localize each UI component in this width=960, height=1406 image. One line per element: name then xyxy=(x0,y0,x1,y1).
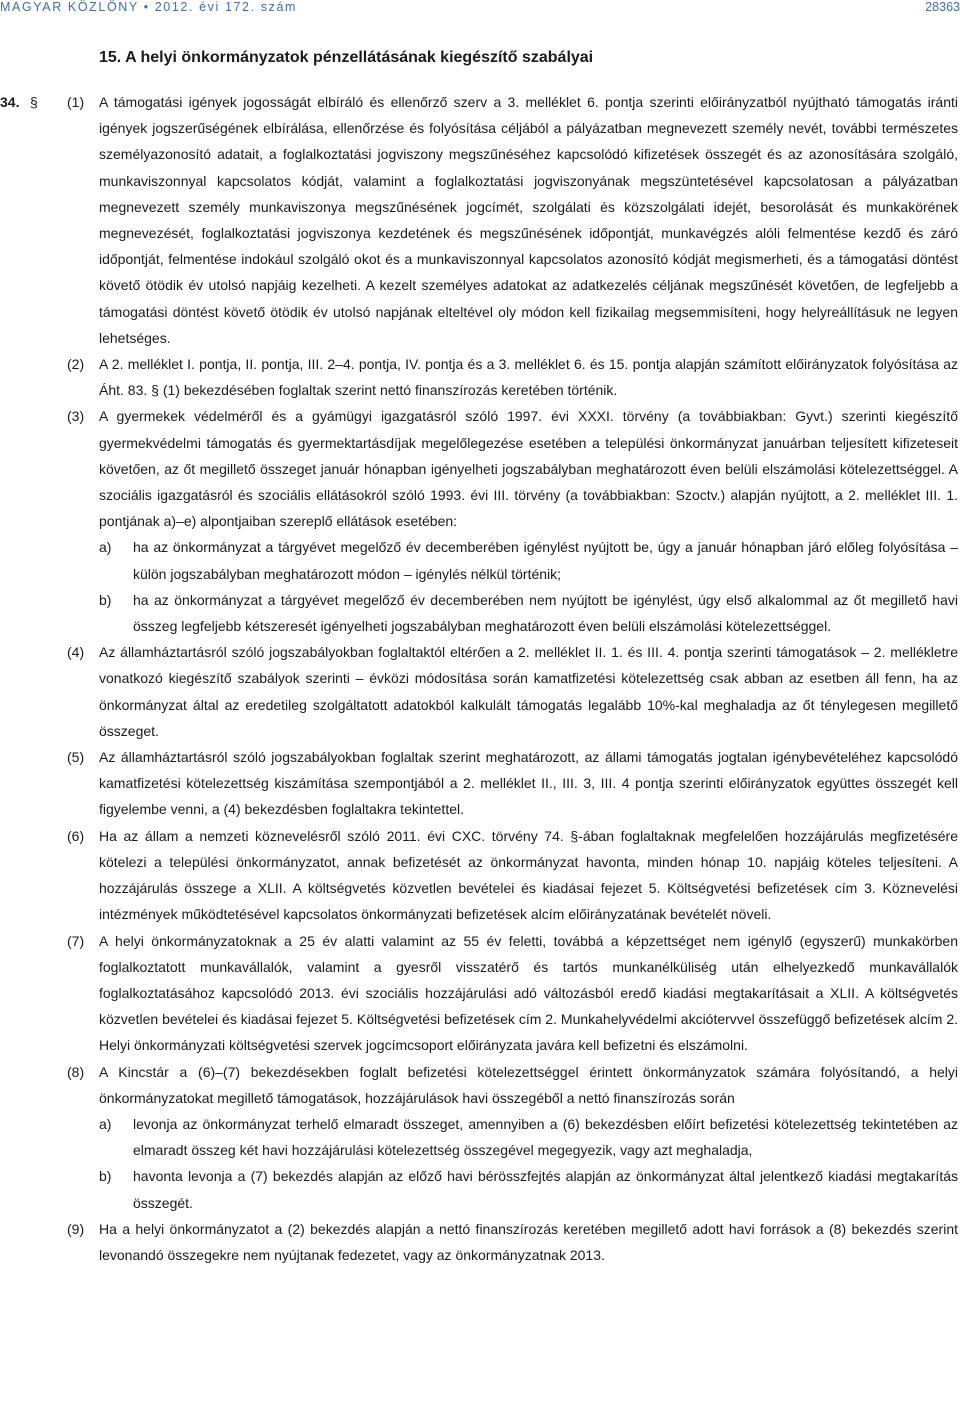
paragraph-2 xyxy=(0,351,960,403)
paragraph-text: A 2. melléklet I. pontja, II. pontja, III. 2–4. pontja, IV. pontja és a 3. melléklet 6. és 15. pontja alapján számított előirányzatok folyósítása az Áht. 83. § (1) bekezdésében foglaltak szerint nettó finanszírozás keretében történik. xyxy=(99,356,958,399)
paragraph-number: (3) xyxy=(67,408,85,425)
paragraph-text: Ha az állam a nemzeti köznevelésről szóló 2011. évi CXC. törvény 74. §-ában foglaltaknak megfelelően hozzájárulás megfizetésére kötelezi a települési önkormányzatot, annak befizetését az önkormányzat havonta, minden hónap 10. napjáig köteles teljesíteni. A hozzájárulás összege a XLII. A költségvetés közvetlen bevételei és kiadásai fejezet 5. Költségvetési befizetések cím 3. Köznevelési intézmények működtetésével kapcsolatos önkormányzati befizetések alcím előirányzatának bevételét növeli. xyxy=(99,827,958,923)
list-item xyxy=(0,1111,960,1163)
item-text: ha az önkormányzat a tárgyévet megelőző év decemberében igénylést nyújtott be, úgy a január hónapban járó előleg folyósítása – külön jogszabályban meghatározott módon – igénylés nélkül történik; xyxy=(133,539,958,582)
item-letter: a) xyxy=(99,1115,112,1132)
paragraph-number: (8) xyxy=(67,1063,85,1080)
paragraph-text: A gyermekek védelméről és a gyámügyi igazgatásról szóló 1997. évi XXXI. törvény (a továbbiakban: Gyvt.) szerinti kiegészítő gyermekvédelmi támogatás és gyermektartásdíjak megelőlegezése esetében a települési önkormányzat januárban teljesített kifizeteseit követően, az őt megillető összeget január hónapban igényelheti jogszabályban meghatározott éven belüli elszámolási kötelezettséggel. A szociális igazgatásról és szociális ellátásokról szóló 1993. évi III. törvény (a továbbiakban: Szoctv.) alapján nyújtott, a 2. melléklet III. 1. pontjának a)–e) alpontjaiban szereplő ellátások esetében: xyxy=(99,408,958,530)
paragraph-text: Az államháztartásról szóló jogszabályokban foglaltaktól eltérően a 2. melléklet II. 1. és III. 4. pontja szerinti támogatások – 2. mellékletre vonatkozó kiegészítő szabályok szerinti – évközi módosítása során kamatfizetési kötelezettség csak abban az esetben áll fenn, ha az önkormányzat által az eredetileg szolgáltatott adatokból kalkulált támogatás legalább 10%-kal meghaladja az őt ténylegesen megillető összeget. xyxy=(99,644,958,739)
list-item xyxy=(0,1163,960,1215)
item-letter: b) xyxy=(99,1168,112,1185)
paragraph-number: (1) xyxy=(67,94,85,110)
paragraph-1 xyxy=(0,89,960,351)
paragraph-9 xyxy=(0,1216,960,1268)
paragraph-number: (2) xyxy=(67,356,85,373)
section-title: 15. A helyi önkormányzatok pénzellátásának kiegészítő szabályai xyxy=(99,49,594,66)
list-item xyxy=(0,587,960,639)
paragraph-3 xyxy=(0,403,960,534)
paragraph-text: A támogatási igények jogosságát elbíráló és ellenőrző szerv a 3. melléklet 6. pontja szerinti előirányzatból nyújtható támogatás iránti igények jogszerűségének elbírálása, ellenőrzése és folyósítása céljából a pályázatban megnevezett személy nevét, további természetes személyazonosító adatait, a foglalkoztatási jogviszony megszűnéséhez kapcsolódó kifizetések összegét és az azonosítására szolgáló, munkaviszonnyal kapcsolatos kódját, valamint a foglalkoztatási jogviszonyának megszüntetésével kapcsolatosan a pályázatban megnevezett személy munkaviszonya megszűnésének jogcímét, szolgálati és közszolgálati idejét, besorolását és munkakörének megnevezését, foglalkoztatási jogviszonya kezdetének és megszűnésének időpontját, munkavégzés alóli felmentése kezdő és záró időpontját, felmentése indokául szolgáló okot és a munkaviszonnyal kapcsolatos azonosító kódját megismerheti, és a támogatási döntést követő ötödik év utolsó napjáig kezelheti. A kezelt személyes adatokat az adatkezelés céljának megszűnését követően, de legfeljebb a támogatási döntést követő ötödik év utolsó napjának elteltével oly módon kell fizikailag megsemmisíteni, hogy helyreállításuk ne legyen lehetséges. xyxy=(99,94,958,346)
paragraph-number: (4) xyxy=(67,644,85,661)
section-number: 34. xyxy=(0,94,20,110)
journal-title: MAGYAR KÖZLÖNY • 2012. évi 172. szám xyxy=(0,0,298,14)
running-header xyxy=(0,0,960,14)
item-text: ha az önkormányzat a tárgyévet megelőző év decemberében nem nyújtott be igénylést, úgy első alkalommal az őt megillető havi összeg legfeljebb kétszeresét igényelheti jogszabályban meghatározott éven belüli elszámolási kötelezettséggel. xyxy=(133,591,958,635)
paragraph-text: A helyi önkormányzatoknak a 25 év alatti valamint az 55 év feletti, továbbá a képzettséget nem igénylő (egyszerű) munkakörben foglalkoztatott munkavállalók, valamint a gyesről visszatérő és tartós munkanélküliség után elhelyezkedő munkavállalók foglalkoztatásához kapcsolódó 2013. évi szociális hozzájárulási adó változásból eredő kiadási megtakarításait a XLII. A költségvetés közvetlen bevételei és kiadásai fejezet 5. Költségvetési befizetések cím 2. Munkahelyvédelmi akciótervvel összefüggő befizetések alcím 2. Helyi önkormányzati költségvetési szervek jogcímcsoport előirányzata javára kell befizetni és elszámolni. xyxy=(99,932,958,1054)
item-letter: b) xyxy=(99,591,112,608)
list-item xyxy=(0,534,960,586)
paragraph-4 xyxy=(0,639,960,744)
paragraph-text: A Kincstár a (6)–(7) bekezdésekben foglalt befizetési kötelezettséggel érintett önkormányzatok számára folyósítandó, a helyi önkormányzatokat megillető támogatások, hozzájárulások havi összegéből a nettó finanszírozás során xyxy=(99,1063,958,1106)
section-sign: § xyxy=(30,94,38,110)
document-body xyxy=(0,89,960,1268)
item-text: levonja az önkormányzat terhelő elmaradt összeget, amennyiben a (6) bekezdésben előírt befizetési kötelezettség tekintetében az elmaradt összeg két havi hozzájárulási kötelezettség összegével megegyezik, vagy azt meghaladja, xyxy=(133,1115,958,1159)
paragraph-5 xyxy=(0,744,960,823)
paragraph-8 xyxy=(0,1059,960,1111)
item-letter: a) xyxy=(99,539,112,556)
item-text: havonta levonja a (7) bekezdés alapján az előző havi bérösszfejtés alapján az önkormányzat által jelentkező kiadási megtakarítás összegét. xyxy=(133,1168,958,1211)
paragraph-number: (9) xyxy=(67,1220,85,1237)
page-number: 28363 xyxy=(925,0,960,14)
paragraph-6 xyxy=(0,823,960,928)
paragraph-text: Ha a helyi önkormányzatot a (2) bekezdés alapján a nettó finanszírozás keretében megillető adott havi források a (8) bekezdés szerint levonandó összegekre nem nyújtanak fedezetet, vagy az önkormányzatnak 2013. xyxy=(99,1220,958,1263)
paragraph-text: Az államháztartásról szóló jogszabályokban foglaltak szerint meghatározott, az állami támogatás jogtalan igénybevételéhez kapcsolódó kamatfizetési kötelezettség kiszámítása szempontjából a 2. melléklet II., III. 3, III. 4 pontja szerinti előirányzatok együttes összegét kell figyelembe venni, a (4) bekezdésben foglaltakra tekintettel. xyxy=(99,749,958,818)
paragraph-7 xyxy=(0,928,960,1059)
paragraph-number: (7) xyxy=(67,932,85,949)
paragraph-number: (6) xyxy=(67,827,85,844)
paragraph-number: (5) xyxy=(67,749,85,766)
